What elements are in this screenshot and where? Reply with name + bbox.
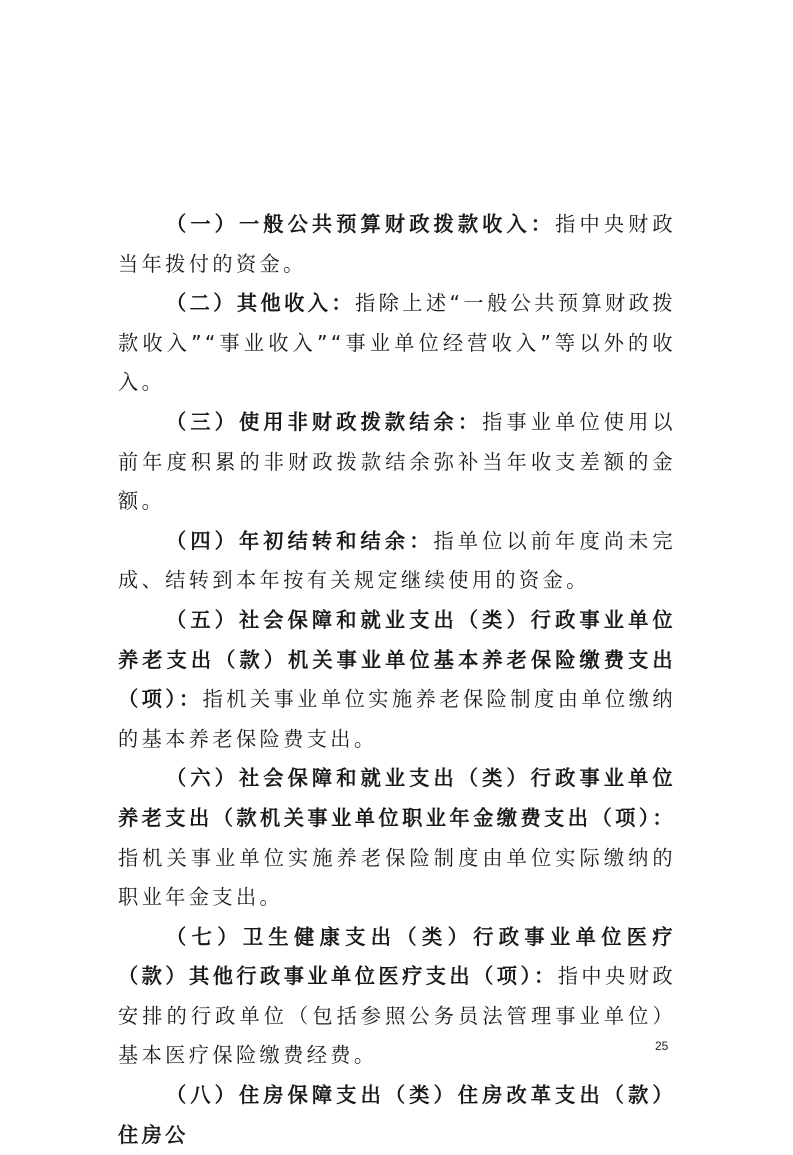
definition-non-fiscal-surplus: 指事业单位使用以前年度积累的非财政拨款结余弥补当年收支差额的金额。 — [118, 409, 677, 514]
paragraph-medical-expenditure — [118, 918, 676, 1076]
paragraph-housing-security — [118, 1076, 676, 1155]
definition-medical-expenditure: 指中央财政安排的行政单位（包括参照公务员法管理事业单位）基本医疗保险缴费经费。 — [118, 964, 676, 1068]
term-non-fiscal-surplus: （三）使用非财政拨款结余： — [166, 409, 483, 434]
paragraph-basic-pension-contribution — [118, 601, 676, 759]
paragraph-other-income — [118, 284, 676, 403]
definition-general-budget-income: 指中央财政当年拨付的资金。 — [118, 212, 676, 276]
paragraph-general-budget-income — [118, 205, 676, 284]
paragraph-carryover-balance — [118, 522, 676, 601]
definition-other-income: 指除上述“一般公共预算财政拨款收入”“事业收入”“事业单位经营收入”等以外的收入。 — [118, 291, 677, 395]
page-number: 25 — [655, 1039, 669, 1053]
definition-occupational-annuity: 指机关事业单位实施养老保险制度由单位实际缴纳的职业年金支出。 — [118, 845, 676, 910]
term-occupational-annuity: （六）社会保障和就业支出（类）行政事业单位养老支出（款机关事业单位职业年金缴费支出（项）： — [118, 766, 676, 830]
term-basic-pension-contribution: （五）社会保障和就业支出（类）行政事业单位养老支出（款）机关事业单位基本养老保险缴费支出（项）： — [118, 607, 676, 712]
term-general-budget-income: （一）一般公共预算财政拨款收入： — [166, 212, 556, 236]
term-carryover-balance: （四）年初结转和结余： — [166, 528, 434, 553]
document-body — [118, 205, 676, 1155]
paragraph-non-fiscal-surplus — [118, 403, 676, 522]
paragraph-occupational-annuity — [118, 759, 676, 917]
definition-carryover-balance: 指单位以前年度尚未完成、结转到本年按有关规定继续使用的资金。 — [118, 528, 676, 593]
term-other-income: （二）其他收入： — [166, 291, 356, 316]
term-housing-security: （八）住房保障支出（类）住房改革支出（款）住房公 — [118, 1083, 676, 1147]
definition-basic-pension-contribution: 指机关事业单位实施养老保险制度由单位缴纳的基本养老保险费支出。 — [118, 687, 676, 751]
term-medical-expenditure: （七）卫生健康支出（类）行政事业单位医疗（款）其他行政事业单位医疗支出（项）： — [118, 924, 676, 989]
